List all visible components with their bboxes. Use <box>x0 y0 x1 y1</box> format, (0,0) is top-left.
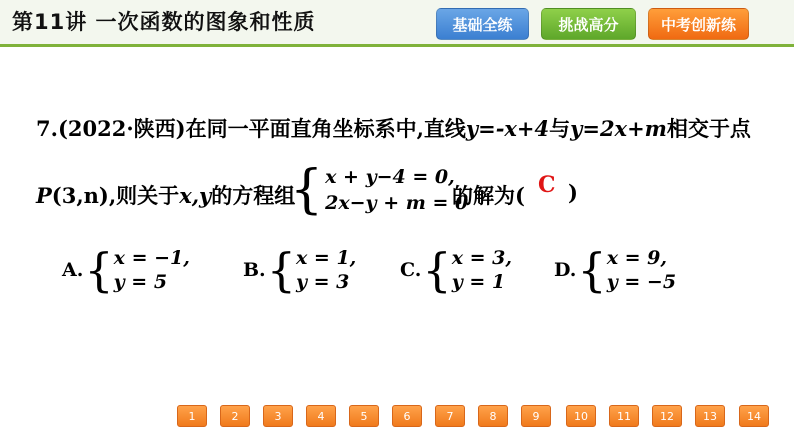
page-button-13[interactable]: 13 <box>695 405 725 427</box>
nav-exam-innovation-button[interactable]: 中考创新练 <box>648 8 749 40</box>
option-eq-2: y = 1 <box>451 271 506 293</box>
header-divider <box>0 44 794 47</box>
question-source: (2022·陕西) <box>57 116 186 141</box>
page-button-12[interactable]: 12 <box>652 405 682 427</box>
question-line-1 <box>36 113 751 143</box>
option-label: D. <box>554 259 577 281</box>
answer-mark: C <box>538 172 556 198</box>
point-coords: (3,n) <box>51 183 109 208</box>
option-eq-2: y = −5 <box>606 271 677 293</box>
question-text: ,则关于 <box>108 183 180 208</box>
page-button-4[interactable]: 4 <box>306 405 336 427</box>
nav-basic-practice-button[interactable]: 基础全练 <box>436 8 529 40</box>
page-button-7[interactable]: 7 <box>435 405 465 427</box>
question-text: 与 <box>549 116 571 141</box>
nav-challenge-button[interactable]: 挑战高分 <box>541 8 636 40</box>
line-equation-2: y=2x+m <box>570 116 667 141</box>
option-eq-1: x = −1, <box>113 247 190 269</box>
question-tail: 的解为( <box>452 183 525 208</box>
option-c[interactable] <box>400 243 512 297</box>
equation-system <box>290 160 469 220</box>
left-brace: { <box>422 243 452 297</box>
page-button-1[interactable]: 1 <box>177 405 207 427</box>
page-button-14[interactable]: 14 <box>739 405 769 427</box>
page-button-2[interactable]: 2 <box>220 405 250 427</box>
point-name: P <box>36 183 52 208</box>
page-button-9[interactable]: 9 <box>521 405 551 427</box>
question-text: 在同一平面直角坐标系中,直线 <box>185 116 466 141</box>
option-label: C. <box>400 259 422 281</box>
option-eq-2: y = 3 <box>295 271 350 293</box>
page-button-8[interactable]: 8 <box>478 405 508 427</box>
option-d[interactable] <box>554 243 677 297</box>
page-button-6[interactable]: 6 <box>392 405 422 427</box>
left-brace: { <box>577 243 607 297</box>
page-button-11[interactable]: 11 <box>609 405 639 427</box>
option-label: B. <box>243 259 266 281</box>
close-paren: ) <box>568 180 578 205</box>
question-number: 7. <box>36 116 58 141</box>
option-eq-1: x = 3, <box>451 247 512 269</box>
page-button-10[interactable]: 10 <box>566 405 596 427</box>
option-label: A. <box>62 259 84 281</box>
left-brace: { <box>290 160 324 220</box>
option-eq-2: y = 5 <box>113 271 168 293</box>
variables: x,y <box>179 183 212 208</box>
left-brace: { <box>266 243 296 297</box>
option-b[interactable] <box>243 243 357 297</box>
option-eq-1: x = 9, <box>606 247 668 269</box>
question-line-2 <box>36 180 295 210</box>
left-brace: { <box>84 243 114 297</box>
page-button-3[interactable]: 3 <box>263 405 293 427</box>
page-button-5[interactable]: 5 <box>349 405 379 427</box>
system-equation-1: x + y−4 = 0, <box>325 166 455 188</box>
question-text: 的方程组 <box>211 183 296 208</box>
lesson-title: 第11讲 一次函数的图象和性质 <box>12 10 316 34</box>
option-eq-1: x = 1, <box>295 247 357 269</box>
line-equation-1: y=-x+4 <box>465 116 550 141</box>
system-equation-2: 2x−y + m = 0 <box>325 192 469 214</box>
option-a[interactable] <box>62 243 190 297</box>
question-text: 相交于点 <box>666 116 751 141</box>
header <box>0 0 794 48</box>
